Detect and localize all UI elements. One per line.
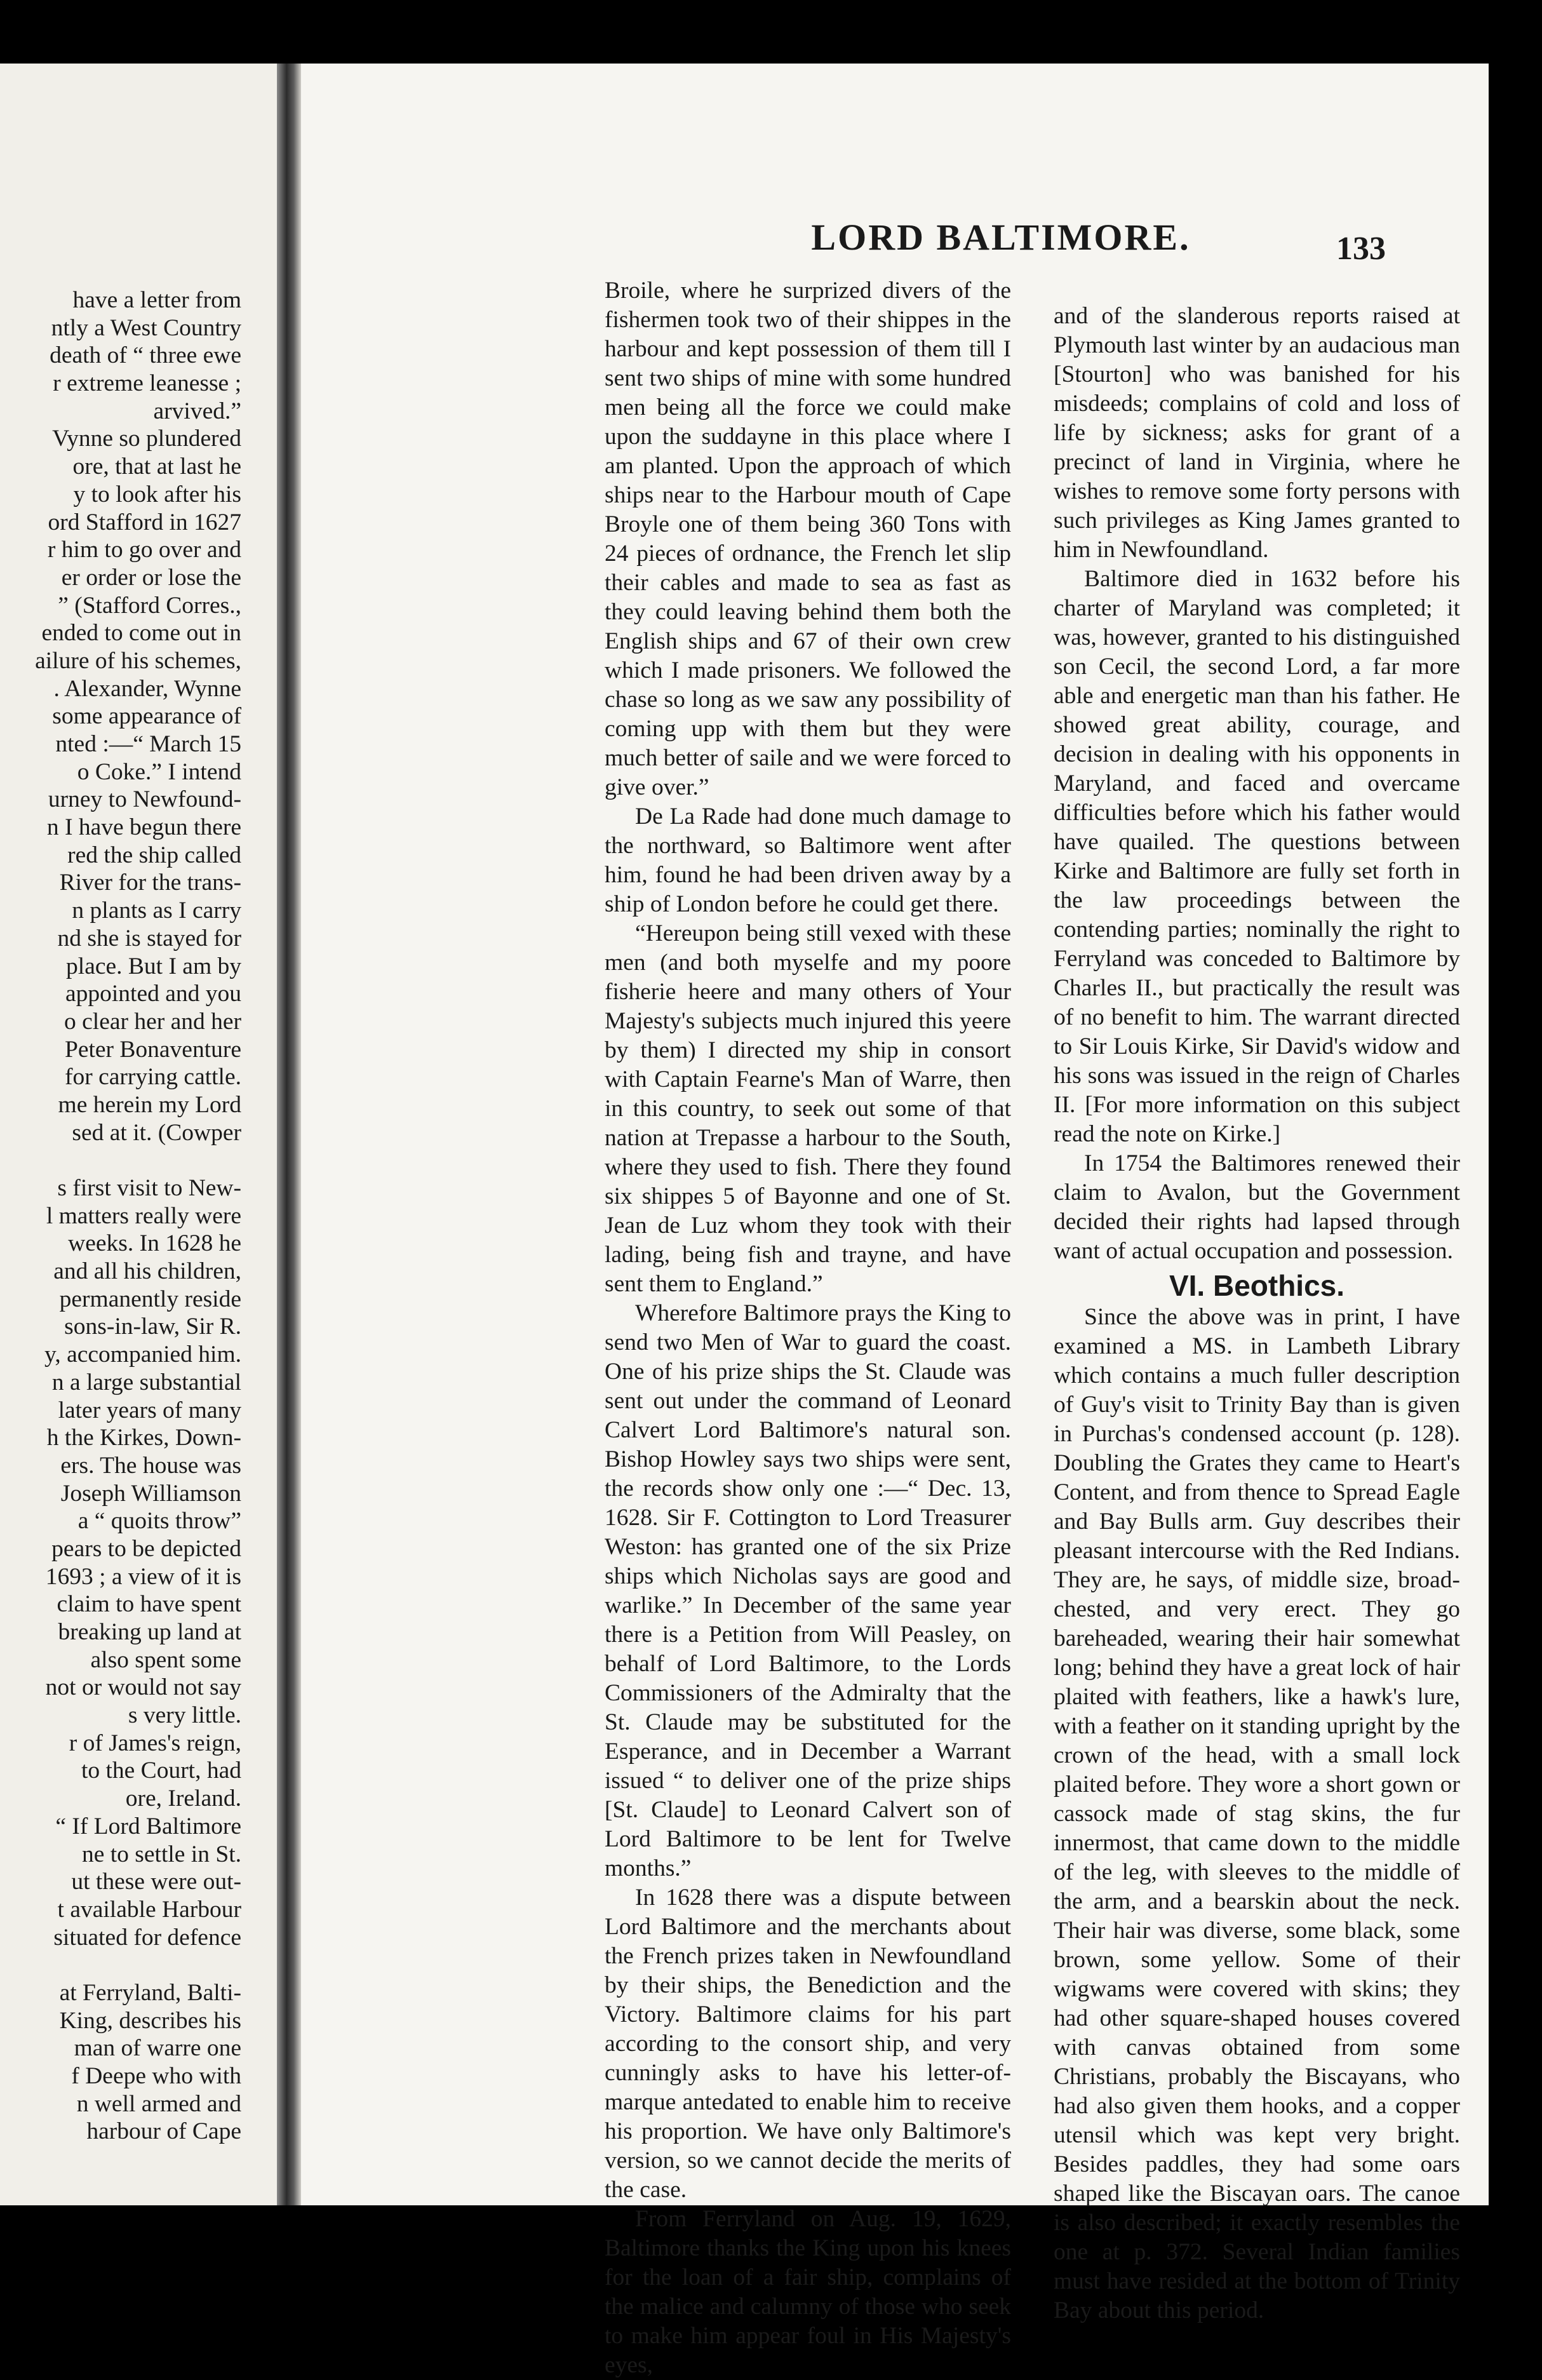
text-line: n plants as I carry (72, 898, 241, 924)
text-line: h the Kirkes, Down- (46, 1425, 241, 1451)
paragraph: In 1628 there was a dispute between Lord Baltimore and the merchants about the French prizes taken in Newfoundland by their ships, the Benediction and the Victory. Baltimore claims for his part according to the consort ship, and very cunningly asks to have his letter-of-marque antedated to enable him to receive his proportion. We have only Baltimore's version, so we cannot decide the merits of the case. (605, 1885, 1011, 2203)
text-line: o Coke.” I intend (77, 758, 241, 785)
text-line: n well armed and (76, 2090, 241, 2117)
text-line: r of James's reign, (69, 1730, 241, 1756)
paragraph: Broile, where he surprized divers of the fishermen took two of their shippes in the harbour and kept possession of them till I sent two ships of mine with some hundred men being all the force we could make upon the suddayne in this place where I am planted. Upon the approach of which ships near to the Harbour mouth of Cape Broyle one of them being 360 Tons with 24 pieces of ordnance, the French let slip their cables and made to sea as fast as they could leaving behind them both the English ships and 67 of their own crew which I made prisoners. We followed the chase so long as we saw any possibility of coming upp with them but they were much better of saile and we were forced to give over.” (605, 278, 1011, 800)
text-line: situated for defence (53, 1924, 241, 1951)
text-line: y, accompanied him. (44, 1341, 241, 1368)
left-page (0, 64, 277, 2205)
scan-border (1489, 64, 1542, 2205)
paragraph: De La Rade had done much damage to the northward, so Baltimore went after him, found he had been driven away by a ship of London before he could get there. (605, 803, 1011, 917)
text-line: r him to go over and (47, 537, 241, 563)
page-number: 133 (1336, 231, 1386, 267)
text-line: to the Court, had (81, 1758, 241, 1784)
text-line: breaking up land at (58, 1619, 241, 1645)
text-line: Vynne so plundered (52, 426, 241, 452)
text-line: later years of many (58, 1397, 241, 1423)
text-line: some appearance of (52, 703, 241, 730)
text-line: t available Harbour (57, 1896, 241, 1923)
section-heading: VI. Beothics. (1169, 1269, 1345, 1302)
text-line: r extreme leanesse ; (53, 370, 241, 397)
text-line: er order or lose the (61, 564, 241, 591)
text-line: ” (Stafford Corres., (58, 592, 241, 619)
text-line: y to look after his (73, 481, 241, 508)
text-line: l matters really were (46, 1202, 241, 1229)
text-line: ne to settle in St. (81, 1841, 241, 1867)
text-line: Joseph Williamson (60, 1480, 241, 1507)
text-line: harbour of Cape (86, 2118, 241, 2145)
text-line: n I have begun there (46, 814, 241, 841)
text-line: nd she is stayed for (57, 925, 241, 951)
text-line: a “ quoits throw” (77, 1508, 241, 1535)
text-line: permanently reside (59, 1286, 241, 1312)
text-line: ntly a West Country (51, 314, 241, 341)
text-line: claim to have spent (57, 1591, 241, 1618)
text-line: ailure of his schemes, (35, 647, 241, 674)
right-page (301, 64, 1542, 2378)
paragraph: Wherefore Baltimore prays the King to send two Men of War to guard the coast. One of his prize ships the St. Claude was sent out under the command of Leonard Calvert Lord Baltimore's natural son. Bishop Howley says two ships were sent, the records show only one :—“ Dec. 13, 1628. Sir F. Cottington to Lord Treasurer Weston: has granted one of the six Prize ships which Nicholas says are good and warlike.” In December of the same year there is a Petition from Will Peasley, on behalf of Lord Baltimore, to the Lords Commissioners of the Admiralty that the St. Claude may be substituted for the Esperance, and in December a Warrant issued “ to deliver one of the prize ships [St. Claude] to Leonard Calvert son of Lord Baltimore to be lent for Twelve months.” (605, 1300, 1011, 1881)
text-line: s very little. (128, 1702, 241, 1729)
text-line: at Ferryland, Balti- (59, 1979, 241, 2006)
book-gutter (277, 64, 301, 2205)
paragraph: “Hereupon being still vexed with these men (and both myselfe and my poore fisherie heere and many others of Your Majesty's subjects much injured this yeere by them) I directed my ship in consort with Captain Fearne's Man of Warre, then in this country, to seek out some of that nation at Trepasse a harbour to the South, where they used to fish. There they found six shippes 5 of Bayonne and one of St. Jean de Luz whom they took with their lading, being fish and trayne, and have sent them to England.” (605, 920, 1011, 1297)
text-line: . Alexander, Wynne (53, 675, 241, 702)
text-line: man of warre one (74, 2035, 241, 2062)
text-line: King, describes his (59, 2007, 241, 2034)
text-line: River for the trans- (59, 870, 241, 896)
text-line: s first visit to New- (57, 1175, 241, 1201)
text-line: ore, Ireland. (125, 1785, 241, 1812)
paragraph: From Ferryland on Aug. 19, 1629, Baltimore thanks the King upon his knees for the loan of a fair ship, complains of the malice and calumny of those who seek to make him appear foul in His Majesty's eyes, (605, 2206, 1011, 2378)
text-line (0, 1146, 241, 1174)
text-line: f Deepe who with (71, 2063, 241, 2089)
paragraph: and of the slanderous reports raised at Plymouth last winter by an audacious man [Stourton] who was banished for his misdeeds; complains of cold and loss of life by sickness; asks for grant of a precinct of land in Virginia, where he wishes to remove some forty persons with such privileges as King James granted to him in Newfoundland. (1054, 303, 1460, 563)
paragraph: Baltimore died in 1632 before his charter of Maryland was completed; it was, however, granted to his distinguished son Cecil, the second Lord, a far more able and energetic man than his father. He showed great ability, courage, and decision in dealing with his opponents in Maryland, and faced and overcame difficulties before which his father would have quailed. The questions between Kirke and Baltimore are fully set forth in the law proceedings between the contending parties; nominally the right to Ferryland was conceded to Baltimore by Charles II., but practically the result was of no benefit to him. The warrant directed to Sir Louis Kirke, Sir David's widow and his sons was issued in the reign of Charles II. [For more information on this subject read the note on Kirke.] (1054, 566, 1460, 1147)
text-line: death of “ three ewe (50, 342, 241, 369)
text-line: weeks. In 1628 he (68, 1230, 241, 1257)
paragraph: In 1754 the Baltimores renewed their claim to Avalon, but the Government decided their rights had lapsed through want of actual occupation and possession. (1054, 1150, 1460, 1264)
right-column (1054, 302, 1460, 2325)
left-page-text (0, 286, 241, 2145)
text-line: pears to be depicted (51, 1535, 241, 1562)
text-line: ore, that at last he (72, 454, 241, 480)
text-line: ers. The house was (60, 1452, 241, 1479)
text-line: Peter Bonaventure (64, 1036, 241, 1063)
text-line: have a letter from (72, 287, 241, 313)
text-line: n a large substantial (51, 1369, 241, 1395)
text-line: and all his children, (53, 1258, 241, 1285)
text-line: ord Stafford in 1627 (48, 509, 241, 535)
text-line: nted :—“ March 15 (55, 731, 241, 757)
text-line: place. But I am by (66, 953, 241, 979)
text-line: urney to Newfound- (48, 786, 241, 813)
text-line: me herein my Lord (58, 1091, 241, 1118)
text-line: not or would not say (45, 1674, 241, 1701)
paragraph: Since the above was in print, I have examined a MS. in Lambeth Library which contains a much fuller description of Guy's visit to Trinity Bay than is given in Purchas's condensed account (p. 128). Doubling the Grates they came to Heart's Content, and from thence to Spread Eagle and Bay Bulls arm. Guy describes their pleasant intercourse with the Red Indians. They are, he says, of middle size, broad-chested, and very erect. They go bareheaded, wearing their hair somewhat long; behind they have a great lock of hair plaited with feathers, like a hawk's lure, with a feather on it standing upright by the crown of the head, with a small lock plaited before. They wore a short gown or cassock made of stag skins, the fur innermost, that came down to the middle of the leg, with sleeves to the middle of the arm, and a bearskin about the neck. Their hair was diverse, some black, some brown, some yellow. Some of their wigwams were covered with skins; they had other square-shaped houses covered with canvas obtained from some Christians, probably the Biscayans, who had also given them hooks, and a copper utensil which was kept very bright. Besides paddles, they had some oars shaped like the Biscayan oars. The canoe is also described; it exactly resembles the one at p. 372. Several Indian families must have resided at the bottom of Trinity Bay about this period. (1054, 1304, 1460, 2323)
text-line: appointed and you (65, 981, 241, 1007)
text-line: ut these were out- (71, 1869, 241, 1895)
text-line: for carrying cattle. (65, 1064, 241, 1091)
text-line: red the ship called (67, 842, 241, 868)
text-line: also spent some (90, 1646, 241, 1673)
text-line: ended to come out in (41, 620, 241, 647)
text-line: “ If Lord Baltimore (55, 1813, 241, 1839)
running-title: LORD BALTIMORE. (811, 217, 1191, 258)
text-line (0, 1951, 241, 1979)
middle-column (605, 276, 1011, 2380)
text-line: arvived.” (153, 398, 241, 424)
text-line: sed at it. (Cowper (72, 1119, 241, 1146)
text-line: o clear her and her (64, 1008, 241, 1035)
text-line: 1693 ; a view of it is (45, 1563, 241, 1590)
text-line: sons-in-law, Sir R. (64, 1314, 241, 1340)
